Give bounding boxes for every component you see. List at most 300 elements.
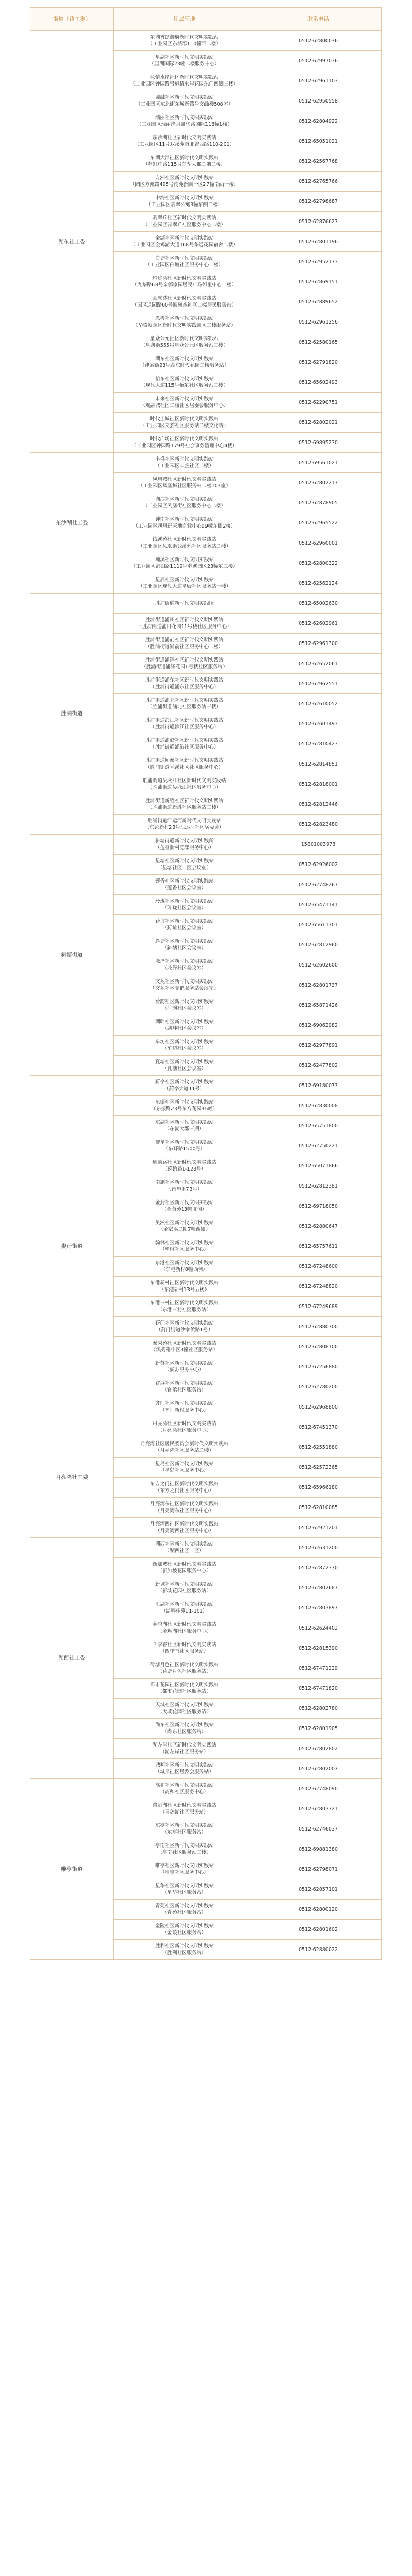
site-line: （亭南社区服务站二楼） [157,1850,212,1855]
site-line: 胜浦街道新胜社区新时代文明实践站 [145,798,224,804]
site-line: 金葑社区新时代文明实践站 [154,1200,214,1206]
site-line: （苏虹中路115号东湖大郡二期二楼） [143,162,226,167]
site-line: 溪秀苑社区新时代文明实践站 [152,1341,216,1346]
site-line: （湖畔佳苑11-101） [161,1608,208,1614]
site-line: 玲珑湾社区新时代文明实践站 [152,276,216,281]
site-cell [114,1618,255,1638]
tel-cell: 0512-62968800 [255,1397,382,1417]
tel-cell: 0512-62801196 [255,232,382,252]
site-cell [114,1337,255,1357]
town-cell: 湖西社工委 [30,1538,114,1779]
site-line: 胜浦街道浦泽社区新时代文明实践站 [145,657,224,663]
site-line: （胜浦街道闻溪社区社区服务中心） [145,765,224,770]
tel-cell: 0512-62830008 [255,1096,382,1116]
tel-cell: 0512-65757611 [255,1236,382,1257]
tel-cell: 0512-62551880 [255,1437,382,1458]
site-cell [114,131,255,151]
site-cell [114,1839,255,1859]
site-line: 东港三村社区新时代文明实践站 [150,1300,219,1306]
site-line: 翰林社区新时代文明实践站 [154,1240,214,1246]
site-line: 金湖社区新时代文明实践站 [154,235,214,241]
tel-cell: 0512-62652061 [255,654,382,674]
site-line: （星岛社区服务中心） [160,1468,209,1473]
site-line: 胜浦街道新时代文明实践所 [154,600,214,606]
tel-cell: 0512-62801905 [255,1719,382,1739]
tel-cell: 0512-62800120 [255,1900,382,1920]
site-cell [114,1277,255,1297]
site-line: （园区通园路60号圆融荟社区二楼居民服务站） [132,302,237,308]
site-cell [114,774,255,794]
site-line: （工业园区凤凰街钱溪苑社区服务站二楼） [138,544,231,549]
site-line: （齐门新村服务中心） [160,1408,209,1413]
tel-cell: 0512-62804922 [255,111,382,131]
site-line: 胜利社区新时代文明实践站 [154,1943,214,1949]
site-line: （月亮湾西社区服务中心） [154,1528,214,1534]
site-line: （园区方洲路495号南苑新园一区27幢南面一楼） [130,182,239,188]
tel-cell: 0512-62567768 [255,151,382,172]
tel-cell: 0512-65871426 [255,995,382,1015]
site-line: （工业园区翡翠丘社区服务中心二楼） [143,222,226,228]
site-line: 青苑社区新时代文明实践站 [154,1903,214,1909]
site-cell [114,312,255,332]
site-line: 胜浦街道浦东社区新时代文明实践站 [145,677,224,683]
site-cell [114,734,255,754]
site-line: 圆融荟社区新时代文明实践站 [152,296,216,301]
contact-table [30,7,382,1960]
tel-cell: 0512-62810085 [255,1498,382,1518]
site-cell [114,1819,255,1839]
site-line: （月亮湾社区服务站二楼） [154,1448,214,1453]
tel-cell: 0512-69881380 [255,1839,382,1859]
town-cell: 胜浦街道 [30,594,114,835]
site-line: （湖畔社区会议室） [162,1026,207,1031]
tel-cell: 0512-67451370 [255,1417,382,1437]
table-row [30,1076,382,1096]
site-line: （南施街73号） [166,1187,202,1192]
site-line: 青剑湖社区新时代文明实践站 [152,1803,216,1808]
tel-cell: 0512-62624402 [255,1618,382,1638]
site-line: 亭南社区新时代文明实践站 [154,1843,214,1849]
tel-cell: 0512-67471229 [255,1658,382,1679]
site-line: （东沁新村23号江运河社区居委会） [144,825,225,831]
table-row [30,453,382,473]
site-line: （胜浦街道浦前社区服务中心二楼） [145,644,224,650]
site-cell [114,1257,255,1277]
site-cell [114,1859,255,1879]
site-line: 东港新村社区新时代文明实践站 [150,1280,219,1286]
site-cell [114,614,255,634]
table-row [30,1779,382,1799]
site-line: 四季香社区新时代文明实践站 [152,1642,216,1648]
site-line: 时代上城社区新时代文明实践站 [150,416,219,422]
site-line: （文苑社区党群服务站会议室） [150,986,219,991]
site-cell [114,1458,255,1478]
site-line: 中海社区新时代文明实践站 [154,195,214,201]
site-cell [114,754,255,774]
tel-cell: 0512-69180073 [255,1076,382,1096]
site-cell [114,1417,255,1437]
site-cell [114,1136,255,1156]
tel-cell: 0512-62802802 [255,1739,382,1759]
site-line: 星塘社区新时代文明实践站 [154,858,214,864]
site-cell [114,453,255,473]
tel-cell: 0512-65002630 [255,594,382,614]
tel-cell: 0512-62802780 [255,1699,382,1719]
site-line: 群星社区新时代文明实践站 [154,1140,214,1145]
site-line: 天域社区新时代文明实践站 [154,1702,214,1708]
site-line: （星湖国际23幢二楼服务中心） [149,61,219,67]
tel-cell: 0512-62746037 [255,1819,382,1839]
site-cell [114,252,255,272]
site-line: 月亮湾社区新时代文明实践站 [152,1421,216,1427]
site-line: 汇湖社区新时代文明实践站 [154,1602,214,1607]
tel-cell: 0512-65602493 [255,372,382,393]
site-line: 胜浦街道浦沿社区新时代文明实践站 [145,738,224,743]
tel-cell: 0512-62962551 [255,674,382,694]
site-line: （唯亭社区服务中心） [160,1870,209,1875]
site-line: 南施社区新时代文明实践站 [154,1180,214,1185]
tel-cell: 0512-62926002 [255,855,382,875]
tel-cell: 0512-62961300 [255,634,382,654]
site-line: （工业园区东城郡110幢西二楼） [148,41,221,47]
site-line: 高和社区新时代文明实践站 [154,1783,214,1788]
site-line: （金家浜二期7幢西侧） [158,1227,211,1232]
tel-cell: 0512-62977891 [255,1036,382,1056]
site-cell [114,232,255,252]
site-line: 吴淞社区新时代文明实践站 [154,1220,214,1226]
tel-cell: 0512-62800036 [255,31,382,51]
tel-cell: 0512-62802007 [255,1759,382,1779]
site-line: 东方之门社区新时代文明实践站 [150,1481,219,1487]
site-line: （星湖街555号星众公元区服务站二楼） [140,343,229,348]
tel-cell: 0512-62290751 [255,393,382,413]
site-line: （青苑社区服务站） [162,1910,207,1916]
tel-cell: 0512-62580165 [255,332,382,352]
site-line: 时代广场社区新时代文明实践站 [150,436,219,442]
tel-cell: 0512-69718050 [255,1196,382,1216]
site-line: （都市花园社区服务站） [157,1689,212,1694]
tel-cell: 0512-67248600 [255,1257,382,1277]
site-line: 东亭社区新时代文明实践站 [154,1823,214,1828]
site-line: 凤凰城社区新时代文明实践站 [152,477,216,482]
site-cell [114,815,255,835]
site-line: （金陵社区服务站） [162,1930,207,1936]
tel-cell: 0512-62961103 [255,71,382,91]
site-line: （胜浦街道浦东社区服务中心） [150,684,219,690]
tel-cell: 0512-62602961 [255,614,382,634]
site-line: （新苏服务中心） [164,1367,204,1373]
site-line: 城邦社区新时代文明实践站 [154,1762,214,1768]
tel-cell: 0512-62631200 [255,1538,382,1558]
site-line: （车坊社区会议室） [162,1046,207,1052]
tel-cell: 0512-62610052 [255,694,382,714]
site-line: （东亭社区服务站） [162,1829,207,1835]
tel-cell: 15801003973 [255,835,382,855]
site-line: 金陵社区新时代文明实践站 [154,1923,214,1929]
tel-cell: 0512-62814851 [255,754,382,774]
site-line: 胜浦街道滨江社区新时代文明实践站 [145,718,224,723]
site-line: （尚东社区服务站） [162,1729,207,1735]
site-line: 东振社区新时代文明实践站 [154,1099,214,1105]
tel-cell: 0512-65051021 [255,131,382,151]
site-line: 唯亭社区新时代文明实践站 [154,1863,214,1869]
tel-cell: 0512-62765766 [255,172,382,192]
tel-cell: 0512-65751800 [255,1116,382,1136]
tel-cell: 0512-62601493 [255,714,382,734]
site-line: （天域花园社区服务站） [157,1709,212,1715]
site-line: （工业园区凤凰街社区服务中心二楼） [143,503,226,509]
tel-cell: 0512-62812960 [255,935,382,955]
site-line: （工业园区白塘社区服务中心二楼） [145,262,224,268]
site-line: 丰盛社区新时代文明实践站 [154,456,214,462]
site-line: 东湖大郡社区新时代文明实践站 [150,155,219,161]
tel-cell: 0512-62815390 [255,1638,382,1658]
site-line: （葑门街道沙家浜路1号） [156,1327,213,1333]
tel-cell: 0512-62800322 [255,553,382,573]
site-cell [114,513,255,533]
header-town: 街道（镇工委） [30,8,114,31]
site-cell [114,1397,255,1417]
site-line: （工业园区金鸡湖大道168号华远花园宿舍二楼） [130,242,238,248]
site-line: （月亮湾社区服务中心） [157,1428,212,1433]
site-line: 星湖社区新时代文明实践站 [154,55,214,60]
site-cell [114,493,255,513]
site-cell [114,875,255,895]
site-line: （胜浦街道浦沿社区服务中心） [150,744,219,750]
site-line: （工业园区文荟社区服务站二楼文化站） [140,423,229,429]
site-cell [114,433,255,453]
site-line: 东湖社区新时代文明实践站 [154,1120,214,1125]
site-line: （葑亭大道11号） [164,1086,205,1092]
site-line: （东湖大郡三期） [164,1126,204,1132]
tel-cell: 0512-62921201 [255,1518,382,1538]
site-cell [114,172,255,192]
site-cell [114,553,255,573]
site-line: 星岛社区新时代文明实践站 [154,1461,214,1467]
site-cell [114,1196,255,1216]
site-line: 湖西社区新时代文明实践站 [154,1541,214,1547]
tel-cell: 0512-62802217 [255,473,382,493]
table-row [30,835,382,855]
site-line: 胜浦街道吴淞江社区新时代文明实践站 [143,778,226,784]
site-line: 葑门社区新时代文明实践站 [154,1320,214,1326]
tel-cell: 0512-62960001 [255,533,382,553]
site-line: 湖滨社区新时代文明实践站 [154,497,214,502]
site-line: （胜浦街道新胜社区服务站二楼） [147,805,221,810]
site-line: 荷韵社区新时代文明实践站 [154,999,214,1005]
site-cell [114,1317,255,1337]
site-line: 未来社区新时代文明实践站 [154,396,214,402]
tel-cell: 0512-62857101 [255,1879,382,1900]
site-line: （溪秀苑小区3幢社区服务站） [151,1347,218,1353]
site-cell [114,1015,255,1036]
site-line: 恩善社区新时代文明实践站 [154,316,214,321]
tel-cell: 0512-62812381 [255,1176,382,1196]
site-cell [114,1699,255,1719]
site-line: 尚东社区新时代文明实践站 [154,1722,214,1728]
site-cell [114,915,255,935]
site-cell [114,1558,255,1578]
site-line: 车坊社区新时代文明实践站 [154,1039,214,1045]
town-cell: 湖东社工委 [30,31,114,453]
site-cell [114,1719,255,1739]
site-cell [114,212,255,232]
site-line: （城邦社区居委会服务站） [154,1769,214,1775]
site-line: （荷韵社区会议室） [162,1006,207,1011]
site-line: （莲香社区会议室） [162,885,207,891]
site-line: 官浜社区新时代文明实践站 [154,1381,214,1386]
site-line: （翰林社区服务中心） [160,1247,209,1252]
site-cell [114,975,255,995]
header-site: 所属阵地 [114,8,255,31]
tel-cell: 0512-65471141 [255,895,382,915]
tel-cell: 0512-62810423 [255,734,382,754]
tel-cell: 0512-67256880 [255,1357,382,1377]
tel-cell: 0512-69561021 [255,453,382,473]
site-cell [114,352,255,372]
site-line: 夏塘社区新时代文明实践站 [154,1059,214,1065]
site-cell [114,1297,255,1317]
site-cell [114,1478,255,1498]
site-cell [114,714,255,734]
tel-cell: 0512-65071866 [255,1156,382,1176]
tel-cell: 0512-62602600 [255,955,382,975]
tel-cell: 0512-62869151 [255,272,382,292]
site-line: （金葑苑13幢北侧） [161,1207,208,1212]
site-line: （荷塘月色社区服务站） [157,1669,212,1674]
tel-cell: 0512-62802687 [255,1578,382,1598]
site-line: 湖畔社区新时代文明实践站 [154,1019,214,1025]
site-cell [114,1076,255,1096]
site-cell [114,1900,255,1920]
site-line: （胜浦街道浦泽花园1号楼社区服务站） [141,664,228,670]
site-line: 钱溪苑社区新时代文明实践站 [152,537,216,543]
site-cell [114,995,255,1015]
tel-cell: 0512-62750221 [255,1136,382,1156]
tel-cell: 0512-62878905 [255,493,382,513]
tel-cell: 0512-62798071 [255,1859,382,1879]
town-cell: 东沙湖社工委 [30,453,114,594]
site-line: 齐门社区新时代文明实践站 [154,1401,214,1406]
site-line: 钟南社区新时代文明实践站 [154,517,214,522]
site-cell [114,634,255,654]
site-cell [114,1096,255,1116]
site-line: 枫情水岸社区新时代文明实践站 [150,75,219,80]
site-cell [114,1799,255,1819]
tel-cell: 0512-62748267 [255,875,382,895]
tel-cell: 0512-62748090 [255,1779,382,1799]
site-line: （工业园区瑞丽湾月鑫马路国际118幢1楼） [136,122,232,127]
site-cell [114,835,255,855]
site-cell [114,1779,255,1799]
site-line: （月亮湾东社区服务中心） [154,1508,214,1514]
site-cell [114,292,255,312]
site-line: 胜浦街道江运河新时代文明实践站 [147,818,221,824]
site-line: （葑谊社区会议室） [162,925,207,931]
site-cell [114,694,255,714]
site-line: （高和社区服务中心） [160,1789,209,1795]
site-line: （东港三村社区服务站） [157,1307,212,1313]
site-line: （夏塘社区会议室） [162,1066,207,1072]
site-cell [114,1377,255,1397]
tel-cell: 0512-62780200 [255,1377,382,1397]
site-line: 白塘社区新时代文明实践站 [154,256,214,261]
site-line: 荷塘月色社区新时代文明实践站 [150,1662,219,1668]
tel-cell: 0512-62880647 [255,1216,382,1236]
tel-cell: 0512-62961256 [255,312,382,332]
tel-cell: 0512-62950558 [255,91,382,111]
tel-cell: 0512-67471820 [255,1679,382,1699]
site-cell [114,1518,255,1538]
site-line: （四季香社区服务站） [160,1649,209,1654]
site-cell [114,1940,255,1960]
site-line: 湖左岸社区新时代文明实践站 [152,1742,216,1748]
site-line: （华盛顿园区新时代文明实践园区二楼服务站） [133,323,236,328]
site-cell [114,1156,255,1176]
site-cell [114,1879,255,1900]
site-cell [114,1056,255,1076]
site-line: 新城社区新时代文明实践站 [154,1582,214,1587]
town-cell: 娄葑街道 [30,1076,114,1417]
table-body [30,31,382,1960]
site-line: （官浜社区服务站） [162,1387,207,1393]
tel-cell: 0512-62808100 [255,1337,382,1357]
site-line: 葑亭社区新时代文明实践站 [154,1079,214,1085]
tel-cell: 0512-62952173 [255,252,382,272]
site-cell [114,1036,255,1056]
site-line: 莲香社区新时代文明实践站 [154,878,214,884]
site-cell [114,1759,255,1779]
site-line: （现代大道115号怡东社区服务站二楼） [140,383,229,388]
table-row [30,1538,382,1558]
site-line: 东港社区新时代文明实践站 [154,1260,214,1266]
tel-cell: 0512-62818001 [255,774,382,794]
site-line: （工业园区凤凰新天地商业中心99幢东侧2楼） [133,523,236,529]
tel-cell: 0512-62880700 [255,1317,382,1337]
site-line: 月亮湾东社区新时代文明实践站 [150,1501,219,1507]
site-line: 都市花园社区新时代文明实践站 [150,1682,219,1688]
site-line: （工业园区凤凰城社区服务站二楼103室） [138,483,231,489]
site-line: （工业园区东北街东城新路号文曲楼508室） [135,101,233,107]
site-cell [114,1920,255,1940]
site-line: 斜塘社区新时代文明实践站 [154,939,214,944]
tel-cell: 0512-62572365 [255,1458,382,1478]
site-line: （莲香新村党群服务中心） [154,845,214,851]
site-cell [114,1357,255,1377]
tel-cell: 0512-69895230 [255,433,382,453]
tel-cell: 0512-62802021 [255,413,382,433]
tel-cell: 0512-65611701 [255,915,382,935]
site-cell [114,111,255,131]
tel-cell: 0512-62562124 [255,573,382,594]
site-cell [114,393,255,413]
site-cell [114,895,255,915]
site-line: 玲珑社区新时代文明实践站 [154,899,214,904]
site-line: （东环路1500号） [163,1146,205,1152]
site-line: （津梁街23号湖东时代花园二楼服务站） [140,363,229,368]
site-cell [114,674,255,694]
site-line: 星华社区新时代文明实践站 [154,1883,214,1889]
site-cell [114,855,255,875]
site-line: 方洲社区新时代文明实践站 [154,175,214,181]
site-line: 星辰社区新时代文明实践站 [154,577,214,583]
site-cell [114,1679,255,1699]
site-line: （新加坡花园服务中心） [157,1568,212,1574]
site-line: 通园路社区新时代文明实践站 [152,1160,216,1165]
site-cell [114,1538,255,1558]
site-line: （工业园区港田路1119号瀚溪园区23幢东三楼） [131,564,238,569]
site-cell [114,272,255,292]
